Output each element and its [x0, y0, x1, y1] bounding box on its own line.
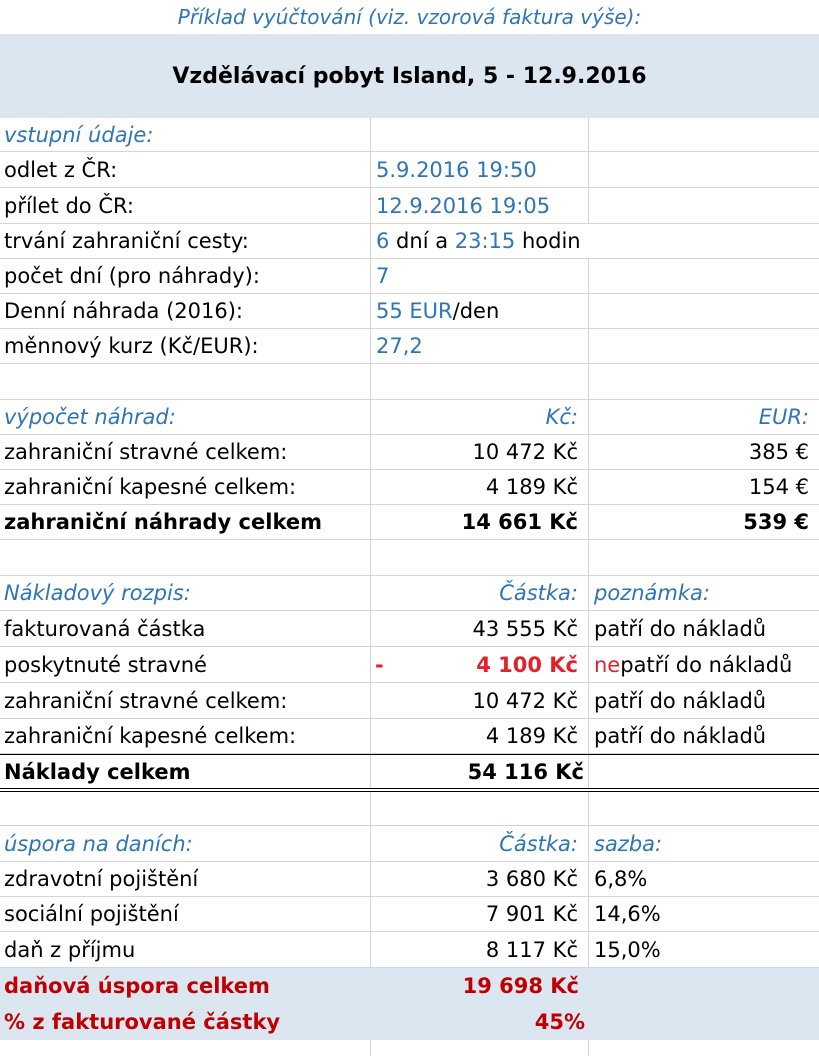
- amount-value: 43 555 Kč: [371, 611, 589, 646]
- caption: Příklad vyúčtování (viz. vzorová faktura výše):: [177, 5, 642, 29]
- note-value: patří do nákladů: [594, 616, 767, 641]
- row-label: daňová úspora celkem: [4, 974, 270, 998]
- costs-header: Nákladový rozpis:: [0, 576, 371, 610]
- col-eur-header: EUR:: [758, 405, 809, 429]
- row-label: sociální pojištění: [0, 897, 371, 931]
- row-label: zahraniční kapesné celkem:: [0, 719, 371, 753]
- row-label: měnnový kurz (Kč/EUR):: [0, 329, 371, 363]
- tax-header: úspora na daních:: [0, 826, 371, 861]
- costs-total-row: [0, 754, 819, 788]
- amount-value: 8 117 Kč: [371, 932, 589, 967]
- table-row: [0, 719, 819, 754]
- amount-value: 4 189 Kč: [371, 719, 589, 753]
- hours-value: 23:15: [454, 229, 516, 253]
- empty-row: [0, 1040, 819, 1056]
- eur-value: 154 €: [748, 475, 809, 499]
- compensation-header: výpočet náhrad:: [0, 400, 371, 434]
- row-label: daň z příjmu: [0, 932, 371, 967]
- table-row: [0, 683, 819, 719]
- allowance-value: 55 EUR: [376, 299, 453, 323]
- rate-value: 15,0%: [594, 937, 661, 962]
- row-label: zahraniční náhrady celkem: [0, 505, 371, 539]
- total-amount: 54 116 Kč: [371, 755, 589, 788]
- note-value: patří do nákladů: [594, 724, 767, 748]
- row-label: zahraniční stravné celkem:: [0, 683, 371, 718]
- col-amount-header: Částka:: [371, 826, 589, 861]
- compensation-header-row: [0, 400, 819, 435]
- tax-percent-value: 45%: [534, 1010, 585, 1034]
- amount-value: 3 680 Kč: [371, 862, 589, 896]
- row-value: 27,2: [371, 329, 589, 363]
- table-row: [0, 152, 819, 188]
- col-note-header: poznámka:: [594, 581, 710, 605]
- row-value: 7: [371, 259, 589, 293]
- empty-row: [0, 364, 819, 400]
- allowance-unit: /den: [452, 299, 500, 323]
- table-row: [0, 862, 819, 897]
- row-label: trvání zahraniční cesty:: [0, 224, 371, 258]
- row-label: přílet do ČR:: [0, 188, 371, 223]
- row-value: 12.9.2016 19:05: [371, 188, 589, 223]
- row-label: odlet z ČR:: [0, 152, 371, 187]
- amount-value: 10 472 Kč: [371, 683, 589, 718]
- compensation-total-row: [0, 505, 819, 540]
- eur-value: 539 €: [743, 510, 809, 534]
- amount-cell: [371, 647, 589, 682]
- row-label: počet dní (pro náhrady):: [0, 259, 371, 293]
- empty-row: [0, 540, 819, 576]
- inputs-header: vstupní údaje:: [0, 118, 371, 151]
- amount-value: 7 901 Kč: [371, 897, 589, 931]
- tax-percent-row: [0, 1004, 819, 1040]
- tax-header-row: [0, 826, 819, 862]
- costs-header-row: [0, 576, 819, 611]
- row-label: poskytnuté stravné: [0, 647, 371, 682]
- czk-value: 4 189 Kč: [371, 470, 589, 504]
- table-row: [0, 188, 819, 224]
- row-label: Náklady celkem: [0, 755, 371, 788]
- days-text: dní a: [389, 229, 455, 253]
- tax-total-row: [0, 968, 819, 1004]
- inputs-header-row: [0, 118, 819, 152]
- hours-text: hodin: [515, 229, 581, 253]
- row-label: fakturovaná částka: [0, 611, 371, 646]
- col-rate-header: sazba:: [594, 831, 663, 856]
- page-title: Vzdělávací pobyt Island, 5 - 12.9.2016: [0, 34, 819, 118]
- empty-row: [0, 792, 819, 826]
- rate-value: 14,6%: [594, 902, 661, 926]
- table-row: [0, 435, 819, 470]
- note-value: patří do nákladů: [594, 688, 767, 713]
- row-value: [371, 224, 601, 258]
- table-row: [0, 470, 819, 505]
- table-row: [0, 329, 819, 364]
- table-row: [0, 294, 819, 329]
- amount-value: 4 100 Kč: [476, 652, 578, 677]
- row-label: zahraniční kapesné celkem:: [0, 470, 371, 504]
- table-row: [0, 897, 819, 932]
- table-row: [0, 611, 819, 647]
- row-value: 5.9.2016 19:50: [371, 152, 589, 187]
- table-row: [0, 647, 819, 683]
- row-label: % z fakturované částky: [4, 1010, 281, 1034]
- row-label: zahraniční stravné celkem:: [0, 435, 371, 469]
- czk-value: 14 661 Kč: [371, 505, 589, 539]
- col-czk-header: Kč:: [371, 400, 589, 434]
- days-value: 6: [376, 229, 390, 253]
- note-prefix: ne: [594, 652, 621, 677]
- eur-value: 385 €: [748, 440, 809, 464]
- row-value: [371, 294, 589, 328]
- tax-total-amount: 19 698 Kč: [462, 974, 579, 998]
- table-row: [0, 932, 819, 968]
- table-row: [0, 259, 819, 294]
- note-value: [589, 647, 819, 682]
- czk-value: 10 472 Kč: [371, 435, 589, 469]
- row-label: zdravotní pojištění: [0, 862, 371, 896]
- minus-sign: -: [375, 652, 384, 677]
- col-amount-header: Částka:: [371, 576, 589, 610]
- table-row: [0, 224, 819, 259]
- rate-value: 6,8%: [594, 867, 648, 891]
- note-text: patří do nákladů: [620, 652, 793, 677]
- row-label: Denní náhrada (2016):: [0, 294, 371, 328]
